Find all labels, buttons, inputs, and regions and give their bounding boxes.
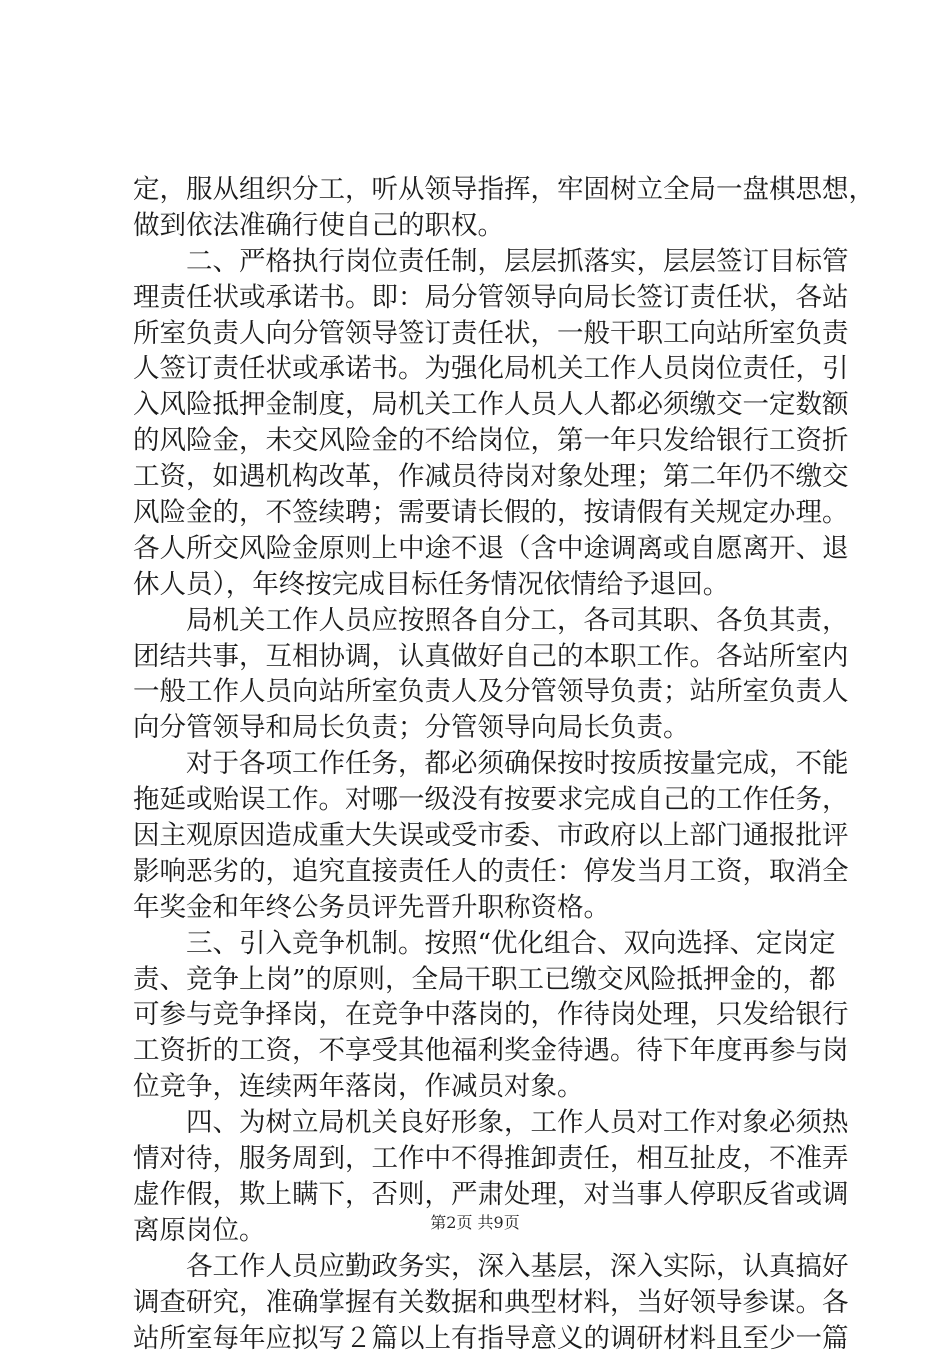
text-line: 影响恶劣的，追究直接责任人的责任：停发当月工资，取消全 [133,854,833,890]
text-line: 四、为树立局机关良好形象，工作人员对工作对象必须热 [133,1105,833,1141]
text-line: 的风险金，未交风险金的不给岗位，第一年只发给银行工资折 [133,423,833,459]
text-line: 拖延或贻误工作。对哪一级没有按要求完成自己的工作任务， [133,782,833,818]
text-line: 因主观原因造成重大失误或受市委、市政府以上部门通报批评 [133,818,833,854]
text-line: 入风险抵押金制度，局机关工作人员人人都必须缴交一定数额 [133,387,833,423]
text-line: 各人所交风险金原则上中途不退（含中途调离或自愿离开、退 [133,531,833,567]
text-line: 年奖金和年终公务员评先晋升职称资格。 [133,890,833,926]
page-number-footer: 第2页 共9页 [0,1212,950,1234]
text-line: 各工作人员应勤政务实，深入基层，深入实际，认真搞好 [133,1249,833,1285]
text-line: 所室负责人向分管领导签订责任状，一般干职工向站所室负责 [133,316,833,352]
text-line: 局机关工作人员应按照各自分工，各司其职、各负其责， [133,603,833,639]
text-line: 三、引入竞争机制。按照“优化组合、双向选择、定岗定 [133,926,833,962]
text-line: 离原岗位。 [133,1213,833,1249]
text-line: 可参与竞争择岗，在竞争中落岗的，作待岗处理，只发给银行 [133,997,833,1033]
document-body [133,172,833,1356]
text-line: 团结共事，互相协调，认真做好自己的本职工作。各站所室内 [133,639,833,675]
text-line: 二、严格执行岗位责任制，层层抓落实，层层签订目标管 [133,244,833,280]
text-line: 位竞争，连续两年落岗，作减员对象。 [133,1069,833,1105]
text-line: 虚作假，欺上瞒下，否则，严肃处理，对当事人停职反省或调 [133,1177,833,1213]
text-line: 休人员），年终按完成目标任务情况依情给予退回。 [133,567,833,603]
text-line: 工资，如遇机构改革，作减员待岗对象处理；第二年仍不缴交 [133,459,833,495]
text-line: 站所室每年应拟写２篇以上有指导意义的调研材料且至少一篇 [133,1321,833,1356]
text-line: 责、竞争上岗”的原则，全局干职工已缴交风险抵押金的，都 [133,962,833,998]
text-line: 调查研究，准确掌握有关数据和典型材料，当好领导参谋。各 [133,1285,833,1321]
text-line: 工资折的工资，不享受其他福利奖金待遇。待下年度再参与岗 [133,1033,833,1069]
text-line: 风险金的，不签续聘；需要请长假的，按请假有关规定办理。 [133,495,833,531]
text-line: 定，服从组织分工，听从领导指挥，牢固树立全局一盘棋思想， [133,172,833,208]
text-line: 人签订责任状或承诺书。为强化局机关工作人员岗位责任，引 [133,351,833,387]
text-line: 对于各项工作任务，都必须确保按时按质按量完成，不能 [133,746,833,782]
text-line: 理责任状或承诺书。即：局分管领导向局长签订责任状，各站 [133,280,833,316]
text-line: 情对待，服务周到，工作中不得推卸责任，相互扯皮，不准弄 [133,1141,833,1177]
text-line: 向分管领导和局长负责；分管领导向局长负责。 [133,710,833,746]
text-line: 一般工作人员向站所室负责人及分管领导负责；站所室负责人 [133,674,833,710]
text-line: 做到依法准确行使自己的职权。 [133,208,833,244]
